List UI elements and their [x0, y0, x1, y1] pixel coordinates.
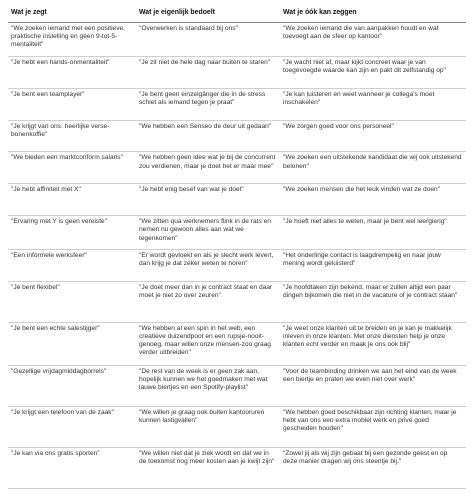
- table-row: [8, 56, 466, 88]
- table-row: [8, 322, 466, 365]
- cell-said: "Ervaring met Y is geen vereiste": [8, 216, 136, 250]
- table-row: [8, 281, 466, 322]
- cell-alternative: "Je weet onze klanten uit te breiden en je kan je makkelijk inleven in onze klanten. Met onze diensten help je onze klanten echt verder en maak je ons ook blij": [280, 322, 466, 365]
- cell-said: "Je hebt een hands-onmentaliteit": [8, 56, 136, 88]
- cell-said: "We bieden een marktconform salaris": [8, 152, 136, 184]
- cell-said: "Een informele werksfeer": [8, 249, 136, 281]
- cell-alternative: "Je hoofdtaken zijn bekend, maar er zullen altijd een paar dingen bijkomen die niet in de vacature of je contract staan": [280, 281, 466, 322]
- table-row: [8, 216, 466, 250]
- table-row: [8, 152, 466, 184]
- cell-alternative: "Je kan luisteren en weet wanneer je collega's moet inschakelen": [280, 88, 466, 120]
- cell-said: "Gezellige vrijdagmiddagborrels": [8, 365, 136, 406]
- cell-alternative: "Je wacht niet af, maar kijkt concreet waar je van toegevoegde waarde kan zijn en pakt dit zelfstandig op": [280, 56, 466, 88]
- cell-meant: "Je zit niet de hele dag naar buiten te staren": [136, 56, 280, 88]
- cell-meant: "We hebben al een spin in het web, een creatieve duizendpoot en een rupsje-nooit-genoeg, maar willen onze mensen-zoo graag verder uitbreiden": [136, 322, 280, 365]
- cell-alternative: "Zowel jij als wij zijn gebaat bij een gezonde geest en op deze manier dragen wij ons steentje bij.": [280, 447, 466, 488]
- cell-meant: "Je doet meer dan in je contract staat en daar moet je niet zo over zeuren": [136, 281, 280, 322]
- cell-meant: "De rest van de week is er geen zak aan, hopelijk kunnen we het goedmaken met wat lauwe biertjes en een Spotify-playlist": [136, 365, 280, 406]
- table-row: [8, 365, 466, 406]
- cell-said: "Je bent een echte salestijger": [8, 322, 136, 365]
- cell-alternative: "Je hoeft niet alles te weten, maar je bent wel leergierig": [280, 216, 466, 250]
- table-row: [8, 249, 466, 281]
- cell-alternative: "We zoeken iemand die van aanpakken houdt en wat toevoegt aan de sfeer op kantoor": [280, 23, 466, 57]
- cell-meant: "We zitten qua werknemers flink in de rats en nemen nu gewoon alles aan wat we tegenkomen": [136, 216, 280, 250]
- cell-alternative: "We hebben goed beschikbaar zijn richting klanten, maar je hebt van ons een extra mobiel werk en privé goed gescheiden houden": [280, 406, 466, 447]
- cell-alternative: "We zoeken een uitstekende kandidaat die wij ook uitstekend belonen": [280, 152, 466, 184]
- table-header-row: [8, 6, 466, 23]
- cell-said: "Je kan via ons gratis sporten": [8, 447, 136, 488]
- cell-meant: "Je hebt enig besef van wat je doet": [136, 184, 280, 216]
- cell-meant: "We hebben geen idee wat je bij de concurrent zou verdienen, maar je doet het er maar mee": [136, 152, 280, 184]
- cell-meant: "Er wordt gevloekt en als je slecht werk levert, dan krijg je dat zéker weten te horen": [136, 249, 280, 281]
- table-row: [8, 120, 466, 152]
- header-wat-je-kan-zeggen: Wat je óók kan zeggen: [280, 6, 466, 23]
- cell-alternative: "Het onderlinge contact is laagdrempelig en naar jouw mening wordt geluisterd": [280, 249, 466, 281]
- phrases-table: [8, 6, 466, 489]
- cell-meant: "We willen je graag ook buiten kantooruren kunnen lastigvallen": [136, 406, 280, 447]
- table-row: [8, 184, 466, 216]
- cell-said: "We zoeken iemand met een positieve, praktische instelling en geen 9-tot-5-mentaliteit": [8, 23, 136, 57]
- cell-said: "Je hebt affiniteit met X": [8, 184, 136, 216]
- cell-meant: "We willen niet dat je ziek wordt en dat we in de toekomst nog meer kosten aan je kwijt zijn": [136, 447, 280, 488]
- table-row: [8, 447, 466, 488]
- cell-meant: "We hebben een Senseo de deur uit gedaan": [136, 120, 280, 152]
- header-wat-je-bedoelt: Wat je eigenlijk bedoelt: [136, 6, 280, 23]
- cell-said: "Je krijgt van ons: heerlijke verse-bonenkoffie": [8, 120, 136, 152]
- cell-said: "Je bent een teamplayer": [8, 88, 136, 120]
- header-wat-je-zegt: Wat je zegt: [8, 6, 136, 23]
- comparison-document: [8, 6, 466, 489]
- cell-said: "Je bent flexibel": [8, 281, 136, 322]
- cell-meant: "Je bent geen einzelgänger die in de stress schiet als iemand tegen je praat": [136, 88, 280, 120]
- table-row: [8, 23, 466, 57]
- cell-said: "Je krijgt een telefoon van de zaak": [8, 406, 136, 447]
- cell-alternative: "Voor de teambinding drinken we aan het eind van de week een biertje en praten we even niet over werk": [280, 365, 466, 406]
- cell-alternative: "We zoeken mensen die het leuk vinden wat ze doen": [280, 184, 466, 216]
- cell-meant: "Overwerken is standaard bij ons": [136, 23, 280, 57]
- cell-alternative: "We zorgen goed voor ons personeel": [280, 120, 466, 152]
- table-row: [8, 406, 466, 447]
- table-row: [8, 88, 466, 120]
